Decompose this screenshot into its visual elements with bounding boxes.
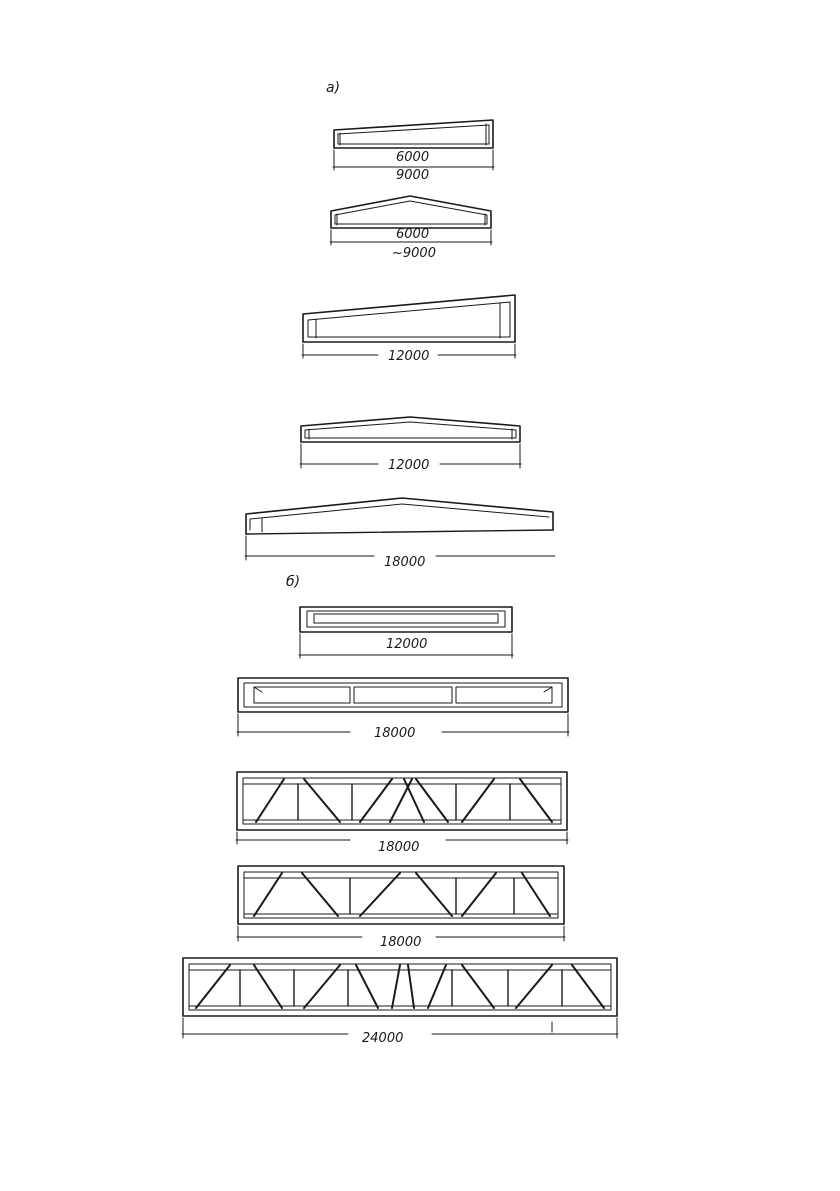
group-a-label: а)	[326, 80, 341, 96]
beam-a1-dim-1: 6000	[396, 150, 430, 165]
truss-b4-dim: 18000	[380, 935, 422, 950]
beam-a5-dim: 18000	[384, 555, 426, 570]
truss-b5	[182, 958, 618, 1038]
truss-b2-dim: 18000	[374, 726, 416, 741]
beam-a5	[245, 498, 555, 560]
truss-b3-dim: 18000	[378, 840, 420, 855]
group-b-label: б)	[286, 574, 301, 590]
beam-a2-dim-2: ~9000	[392, 246, 436, 261]
truss-b1-dim: 12000	[386, 637, 428, 652]
truss-b4	[237, 866, 565, 941]
truss-b3	[236, 772, 568, 844]
beam-a2-dim-1: 6000	[396, 227, 430, 242]
beam-a4-dim: 12000	[388, 458, 430, 473]
beam-a1-dim-2: 9000	[396, 168, 430, 183]
beam-a3-dim: 12000	[388, 349, 430, 364]
truss-b5-dim: 24000	[362, 1031, 404, 1046]
